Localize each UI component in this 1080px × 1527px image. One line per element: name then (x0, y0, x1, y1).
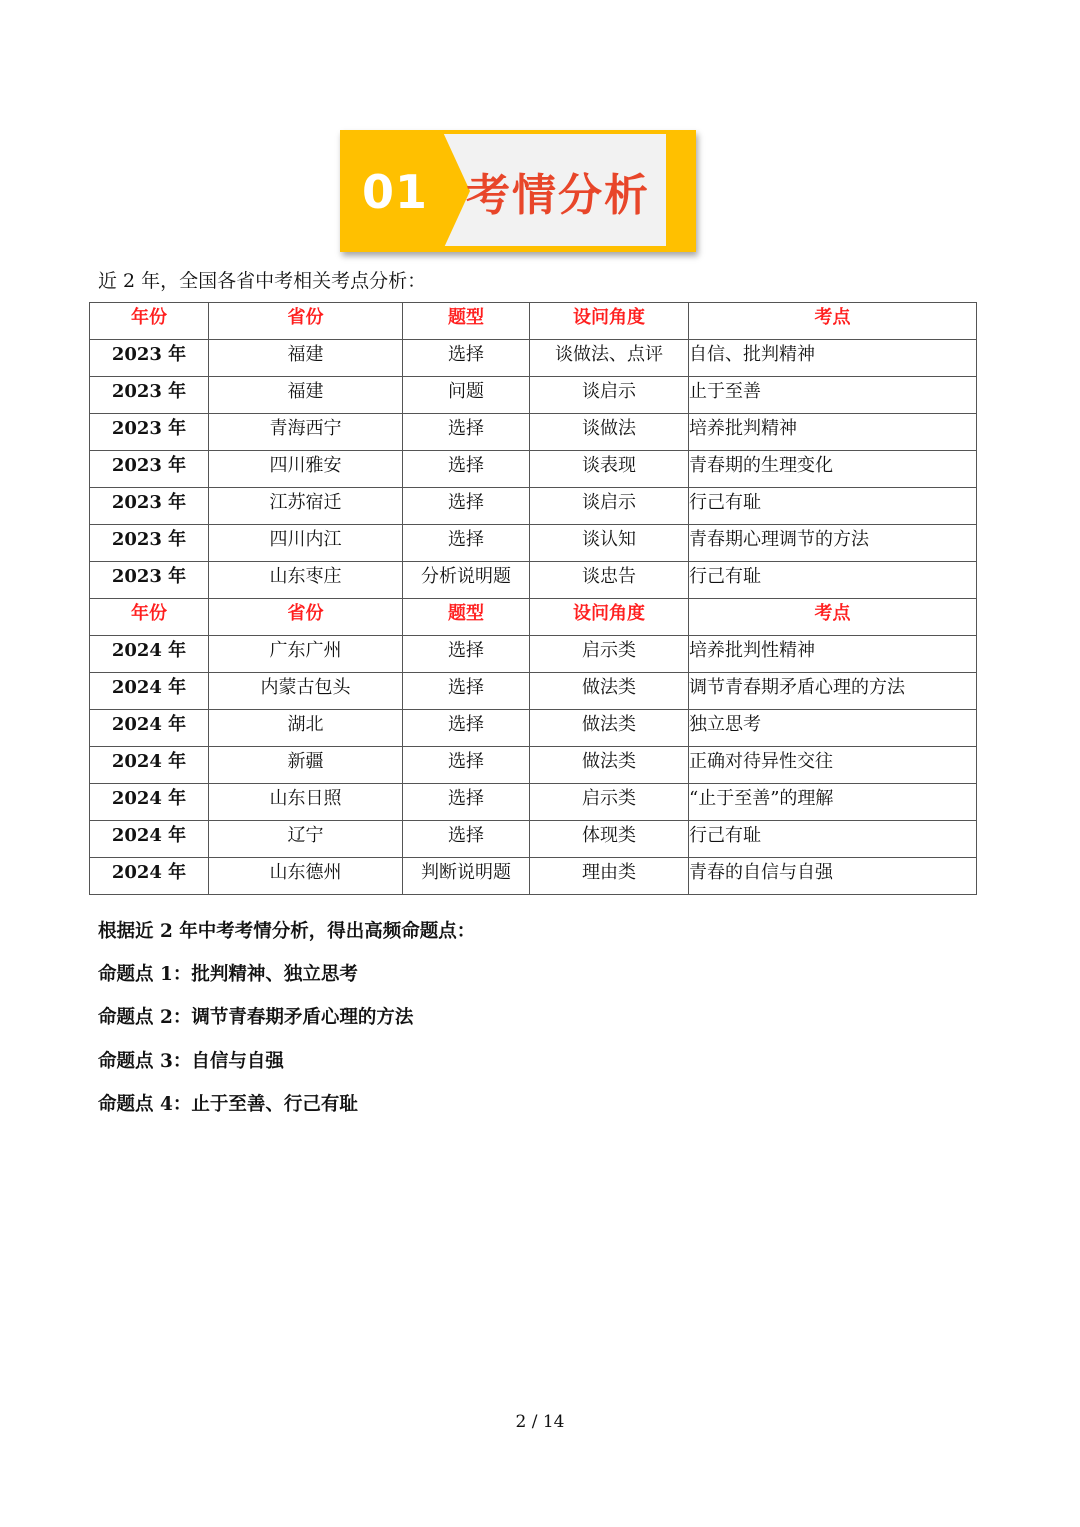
table-cell: 理由类 (530, 858, 689, 895)
table-cell: 谈表现 (530, 451, 689, 488)
table-cell: 2024 年 (90, 673, 209, 710)
table-cell: 2023 年 (90, 377, 209, 414)
table-row (90, 747, 977, 784)
table-cell: 福建 (209, 377, 403, 414)
table-cell: 选择 (403, 747, 530, 784)
table-cell: 启示类 (530, 784, 689, 821)
table-row (90, 562, 977, 599)
table-cell: 选择 (403, 525, 530, 562)
table-cell: 做法类 (530, 673, 689, 710)
column-header: 考点 (689, 599, 977, 636)
table-cell: 2024 年 (90, 710, 209, 747)
summary-point-1 (98, 963, 358, 987)
column-header: 题型 (403, 599, 530, 636)
table-cell: 2023 年 (90, 340, 209, 377)
table-cell: 谈启示 (530, 488, 689, 525)
table-cell: 培养批判精神 (689, 414, 977, 451)
table-row (90, 525, 977, 562)
table-cell: 2024 年 (90, 858, 209, 895)
column-header: 省份 (209, 303, 403, 340)
banner-number: 01 (361, 165, 428, 219)
table-row (90, 414, 977, 451)
table-cell: 止于至善 (689, 377, 977, 414)
summary-point-2 (98, 1006, 413, 1030)
table-cell: 青海西宁 (209, 414, 403, 451)
summary-point-label: 命题点 2： (98, 1007, 192, 1028)
banner-title: 考情分析 (466, 170, 650, 221)
table-cell: 2024 年 (90, 821, 209, 858)
table-cell: 行己有耻 (689, 821, 977, 858)
table-cell: 分析说明题 (403, 562, 530, 599)
summary-point-text: 调节青春期矛盾心理的方法 (191, 1007, 414, 1028)
table-cell: 2024 年 (90, 747, 209, 784)
column-header: 省份 (209, 599, 403, 636)
column-header: 设问角度 (530, 599, 689, 636)
table-cell: 选择 (403, 821, 530, 858)
table-cell: 启示类 (530, 636, 689, 673)
table-cell: “止于至善”的理解 (689, 784, 977, 821)
table-row (90, 451, 977, 488)
table-row (90, 488, 977, 525)
table-cell: 问题 (403, 377, 530, 414)
table-row (90, 821, 977, 858)
table-cell: 培养批判性精神 (689, 636, 977, 673)
table-row (90, 673, 977, 710)
table-cell: 2023 年 (90, 488, 209, 525)
summary-point-text: 止于至善、行己有耻 (191, 1094, 358, 1115)
table-cell: 选择 (403, 673, 530, 710)
summary-point-label: 命题点 4： (98, 1094, 192, 1115)
table-cell: 广东广州 (209, 636, 403, 673)
summary-intro: 根据近 2 年中考考情分析，得出高频命题点： (98, 921, 476, 942)
summary-point-text: 自信与自强 (191, 1051, 284, 1072)
table-cell: 选择 (403, 636, 530, 673)
summary-point-label: 命题点 1： (98, 964, 192, 985)
table-row (90, 710, 977, 747)
table-cell: 四川雅安 (209, 451, 403, 488)
table-cell: 湖北 (209, 710, 403, 747)
table-cell: 选择 (403, 340, 530, 377)
table-cell: 山东日照 (209, 784, 403, 821)
table-cell: 新疆 (209, 747, 403, 784)
table-cell: 2024 年 (90, 636, 209, 673)
table-cell: 做法类 (530, 710, 689, 747)
column-header: 题型 (403, 303, 530, 340)
table-cell: 行己有耻 (689, 488, 977, 525)
table-cell: 判断说明题 (403, 858, 530, 895)
table-cell: 行己有耻 (689, 562, 977, 599)
table-cell: 山东枣庄 (209, 562, 403, 599)
table-cell: 内蒙古包头 (209, 673, 403, 710)
table-cell: 独立思考 (689, 710, 977, 747)
table-cell: 青春的自信与自强 (689, 858, 977, 895)
table-header-row (90, 599, 977, 636)
table-cell: 自信、批判精神 (689, 340, 977, 377)
table-cell: 选择 (403, 710, 530, 747)
table-cell: 选择 (403, 784, 530, 821)
table-cell: 2023 年 (90, 562, 209, 599)
column-header: 设问角度 (530, 303, 689, 340)
table-cell: 江苏宿迁 (209, 488, 403, 525)
table-cell: 2024 年 (90, 784, 209, 821)
summary-point-4 (98, 1093, 358, 1117)
table-cell: 谈认知 (530, 525, 689, 562)
table-cell: 青春期心理调节的方法 (689, 525, 977, 562)
table-cell: 2023 年 (90, 451, 209, 488)
table-cell: 调节青春期矛盾心理的方法 (689, 673, 977, 710)
table-cell: 谈启示 (530, 377, 689, 414)
table-row (90, 858, 977, 895)
table-cell: 福建 (209, 340, 403, 377)
summary-point-label: 命题点 3： (98, 1051, 192, 1072)
table-cell: 四川内江 (209, 525, 403, 562)
table-cell: 正确对待异性交往 (689, 747, 977, 784)
table-cell: 2023 年 (90, 525, 209, 562)
table-cell: 2023 年 (90, 414, 209, 451)
table-row (90, 784, 977, 821)
table-cell: 谈做法 (530, 414, 689, 451)
table-row (90, 340, 977, 377)
intro-text: 近 2 年，全国各省中考相关考点分析： (98, 270, 427, 292)
table-cell: 青春期的生理变化 (689, 451, 977, 488)
table-cell: 谈忠告 (530, 562, 689, 599)
summary-point-3 (98, 1050, 284, 1074)
table-cell: 体现类 (530, 821, 689, 858)
table-cell: 选择 (403, 414, 530, 451)
summary-point-text: 批判精神、独立思考 (191, 964, 358, 985)
table-cell: 谈做法、点评 (530, 340, 689, 377)
table-header-row (90, 303, 977, 340)
column-header: 考点 (689, 303, 977, 340)
section-banner (340, 130, 696, 252)
table-cell: 辽宁 (209, 821, 403, 858)
page-number: 2 / 14 (515, 1412, 565, 1432)
table-row (90, 377, 977, 414)
exam-analysis-table (89, 302, 977, 895)
column-header: 年份 (90, 303, 209, 340)
table-row (90, 636, 977, 673)
table-cell: 做法类 (530, 747, 689, 784)
column-header: 年份 (90, 599, 209, 636)
table-cell: 选择 (403, 488, 530, 525)
table-cell: 山东德州 (209, 858, 403, 895)
table-cell: 选择 (403, 451, 530, 488)
